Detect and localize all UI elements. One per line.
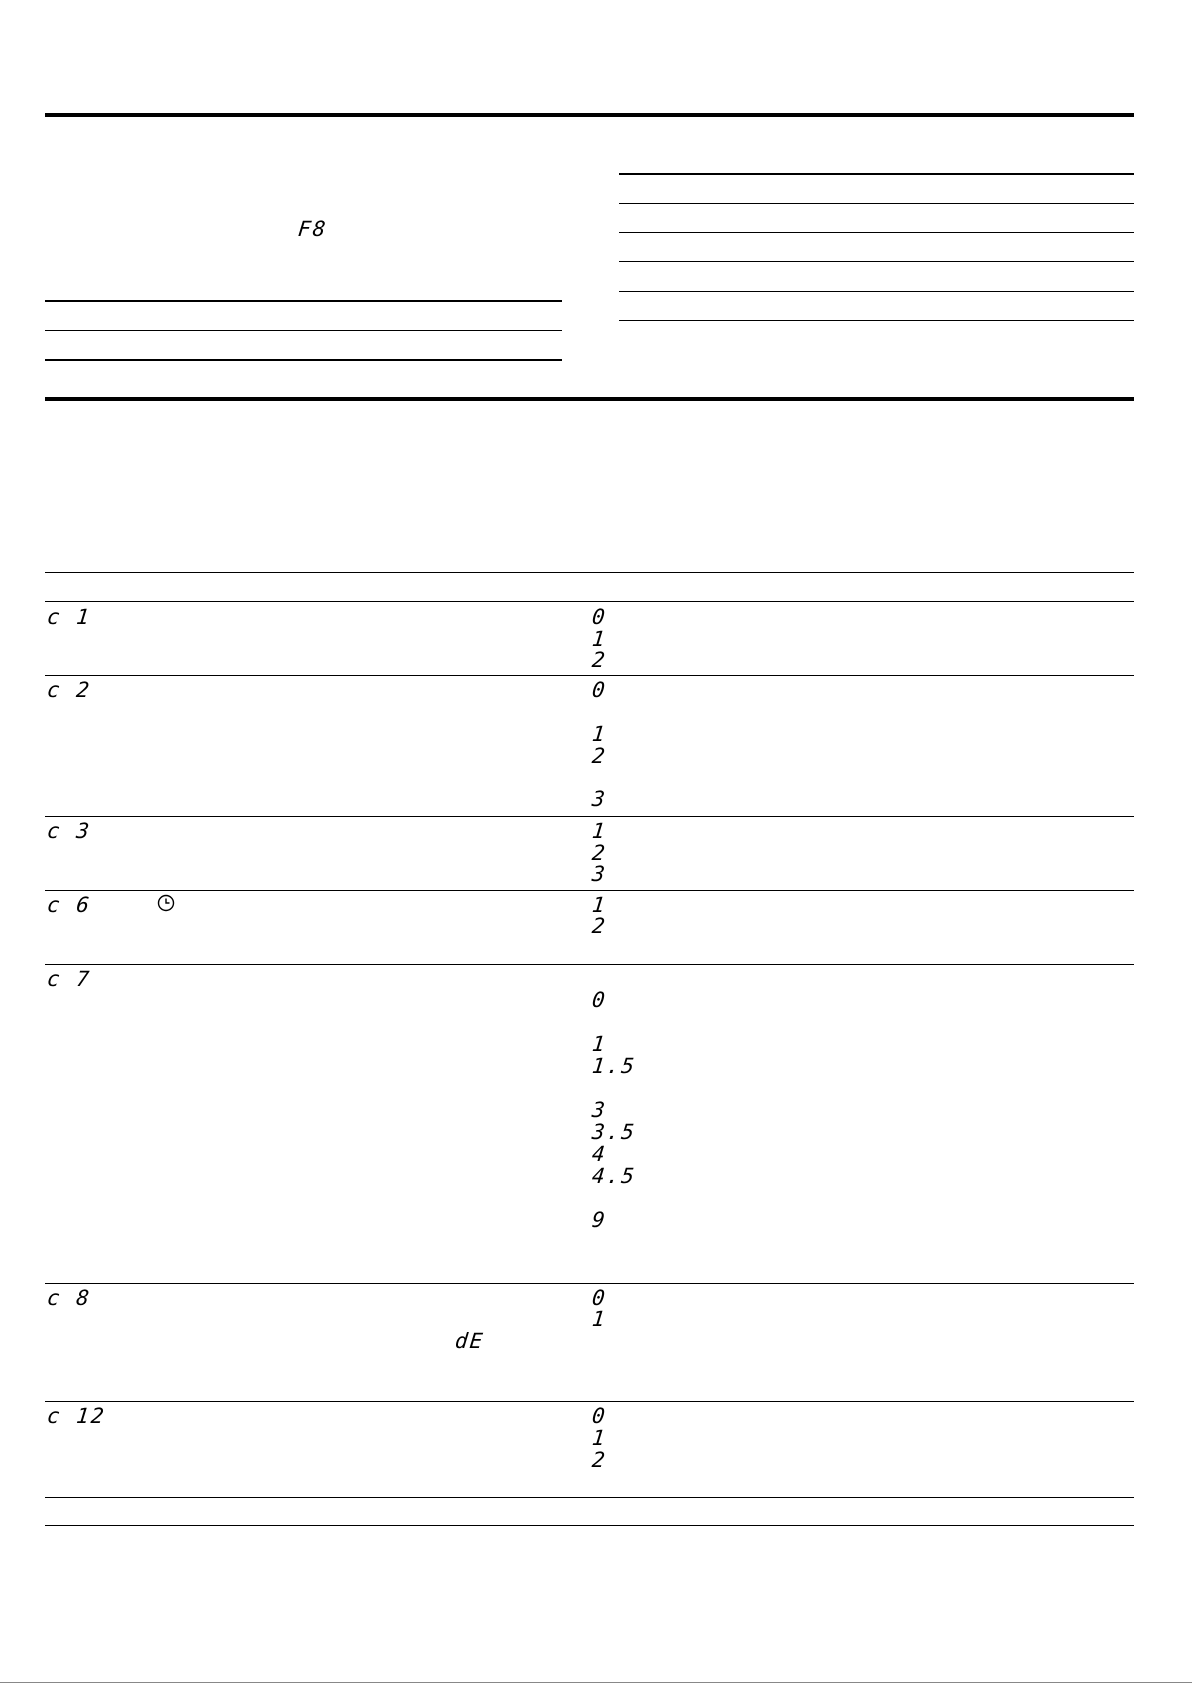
setting-value: 4 xyxy=(590,1142,608,1166)
setting-value: 1 xyxy=(590,1426,608,1450)
right-table-rule xyxy=(619,261,1134,262)
setting-value: 1 xyxy=(590,1307,608,1331)
setting-value: 1 xyxy=(590,893,608,917)
setting-value: 2 xyxy=(590,1448,608,1472)
setting-value: 2 xyxy=(590,914,608,938)
clock-icon xyxy=(157,894,175,912)
settings-table-bottom-rule xyxy=(45,1525,1134,1526)
setting-value: 0 xyxy=(590,1404,608,1428)
setting-value: 1.5 xyxy=(590,1054,638,1078)
setting-code-c1: c 1 xyxy=(45,605,93,629)
row-divider xyxy=(45,890,1134,891)
setting-value: 1 xyxy=(590,1032,608,1056)
right-table-rule xyxy=(619,320,1134,321)
row-divider xyxy=(45,675,1134,676)
setting-value: 1 xyxy=(590,722,608,746)
right-table-rule xyxy=(619,203,1134,204)
setting-value: 0 xyxy=(590,988,608,1012)
right-table-rule xyxy=(619,232,1134,233)
setting-value: 1 xyxy=(590,627,608,651)
setting-code-c6: c 6 xyxy=(45,893,93,917)
setting-value: 0 xyxy=(590,678,608,702)
right-table-rule xyxy=(619,291,1134,292)
setting-code-c2: c 2 xyxy=(45,678,93,702)
row-divider xyxy=(45,964,1134,965)
left-table-rule xyxy=(45,330,562,331)
inline-code-de: dE xyxy=(453,1329,486,1353)
section-thick-rule xyxy=(45,397,1134,401)
error-code-f8: F8 xyxy=(296,217,329,241)
row-divider xyxy=(45,816,1134,817)
setting-value: 3 xyxy=(590,787,608,811)
top-thick-rule xyxy=(45,113,1134,117)
left-table-rule xyxy=(45,300,562,302)
setting-value: 2 xyxy=(590,841,608,865)
setting-code-c12: c 12 xyxy=(45,1404,107,1428)
row-divider xyxy=(45,1401,1134,1402)
setting-value: 9 xyxy=(590,1208,608,1232)
row-divider xyxy=(45,1283,1134,1284)
setting-value: 1 xyxy=(590,819,608,843)
settings-table-header-rule xyxy=(45,601,1134,602)
left-table-rule xyxy=(45,359,562,361)
setting-code-c7: c 7 xyxy=(45,967,93,991)
setting-code-c8: c 8 xyxy=(45,1286,93,1310)
row-divider xyxy=(45,1497,1134,1498)
setting-value: 4.5 xyxy=(590,1164,638,1188)
setting-value: 3 xyxy=(590,862,608,886)
setting-value: 2 xyxy=(590,744,608,768)
setting-code-c3: c 3 xyxy=(45,819,93,843)
page-bottom-rule xyxy=(0,1682,1192,1683)
setting-value: 0 xyxy=(590,605,608,629)
right-table-rule xyxy=(619,173,1134,175)
setting-value: 2 xyxy=(590,648,608,672)
setting-value: 3 xyxy=(590,1098,608,1122)
settings-table-top-rule xyxy=(45,572,1134,573)
setting-value: 3.5 xyxy=(590,1120,638,1144)
setting-value: 0 xyxy=(590,1286,608,1310)
